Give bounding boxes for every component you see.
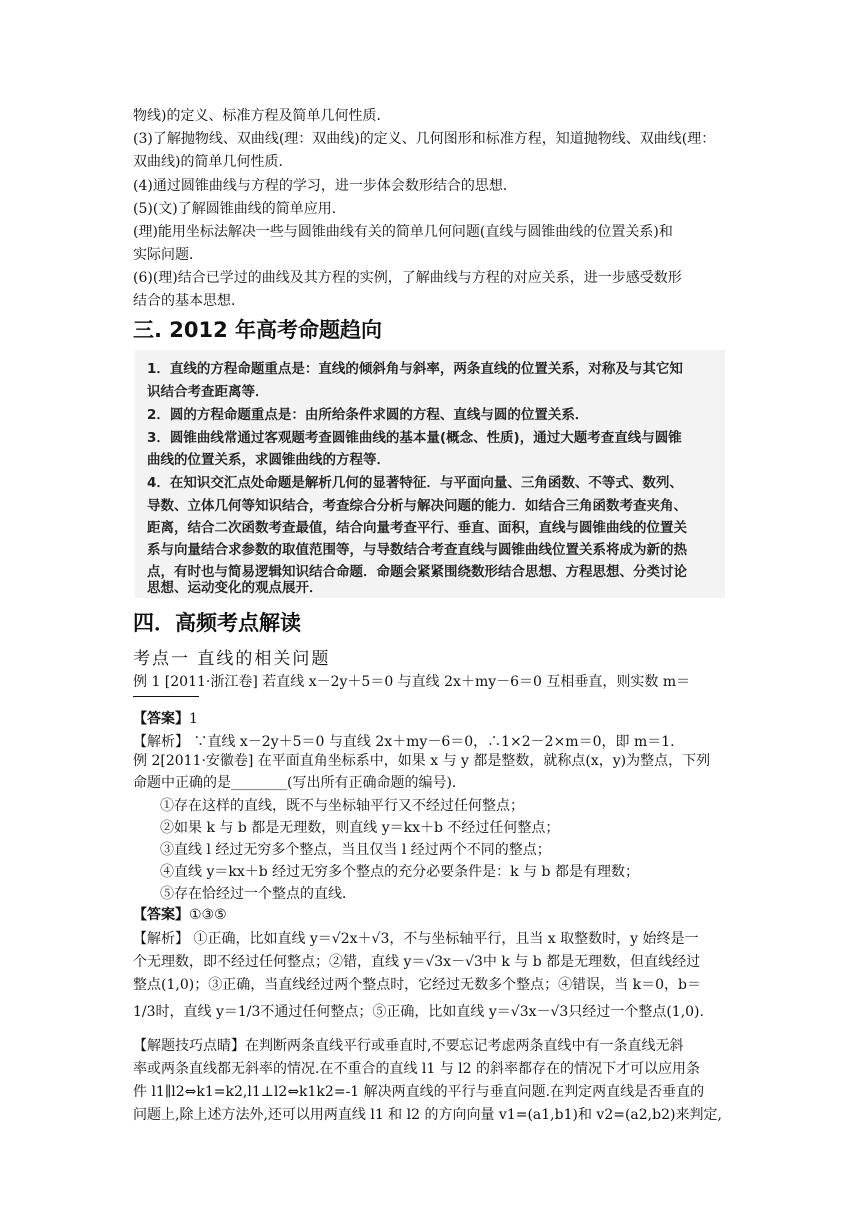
trend-line: 距离，结合二次函数考查最值，结合向量考查平行、垂直、面积，直线与圆锥曲线的位置关 [147,520,687,536]
trend-line: 曲线的位置关系，求圆锥曲线的方程等． [147,452,390,468]
trend-line: 3．圆锥曲线常通过客观题考查圆锥曲线的基本量(概念、性质)，通过大题考查直线与圆锥 [147,430,682,446]
trend-line: 1．直线的方程命题重点是：直线的倾斜角与斜率，两条直线的位置关系，对称及与其它知 [147,361,683,377]
option-item: ③直线 l 经过无穷多个整点，当且仅当 l 经过两个不同的整点； [160,842,551,858]
text-line: (5)(文)了解圆锥曲线的简单应用． [133,201,346,217]
option-item: ②如果 k 与 b 都是无理数，则直线 y＝kx＋b 不经过任何整点； [160,820,560,836]
trends-box [135,350,725,598]
analysis-2-line: 【解析】 ①正确，比如直线 y＝√2x＋√3，不与坐标轴平行，且当 x 取整数时，y 始终是一 [133,931,699,947]
answer-1 [133,710,733,728]
trend-line: 4．在知识交汇点处命题是解析几何的显著特征．与平面向量、三角函数、不等式、数列、 [147,475,683,491]
answer-value: ①③⑤ [189,907,227,923]
text-line: (3)了解抛物线、双曲线(理：双曲线)的定义、几何图形和标准方程，知道抛物线、双曲线(理： [133,131,716,147]
trend-line: 系与向量结合求参数的取值范围等，与导数结合考查直线与圆锥曲线位置关系将成为新的热 [147,542,687,558]
trend-line: 点，有时也与简易逻辑知识结合命题．命题会紧紧围绕数形结合思想、方程思想、分类讨论 [147,564,687,580]
tips-line: 问题上,除上述方法外,还可以用两直线 l1 和 l2 的方向向量 v1=(a1,b1)和 v2=(a2,b2)来判定, [133,1107,722,1123]
text-line: (4)通过圆锥曲线与方程的学习，进一步体会数形结合的思想． [133,178,517,194]
tips-line: 率或两条直线都无斜率的情况.在不重合的直线 l1 与 l2 的斜率都存在的情况下才可以应用条 [133,1061,701,1077]
trend-line: 思想、运动变化的观点展开． [147,580,323,596]
analysis-1: 【解析】 ∵直线 x－2y＋5＝0 与直线 2x＋my－6＝0，∴1×2－2×m＝0，即 m＝1. [133,734,675,750]
analysis-2-line: 1/3时，直线 y＝1/3不通过任何整点；⑤正确，比如直线 y＝√3x－√3只经过一个整点(1,0). [133,1004,704,1020]
answer-label: 【答案】 [133,711,189,727]
tips-line: 【解题技巧点睛】在判断两条直线平行或垂直时,不要忘记考虑两条直线中有一条直线无斜 [133,1038,684,1054]
answer-value: 1 [189,711,198,727]
text-line: (理)能用坐标法解决一些与圆锥曲线有关的简单几何问题(直线与圆锥曲线的位置关系)和 [133,224,673,240]
text-line: 物线)的定义、标准方程及简单几何性质． [133,108,391,124]
option-item: ⑤存在恰经过一个整点的直线． [160,886,356,902]
trend-line: 导数、立体几何等知识结合，考查综合分析与解决问题的能力．如结合三角函数考查夹角、 [147,498,687,514]
section-heading: 四．高频考点解读 [133,611,301,635]
trend-line: 识结合考查距离等． [147,384,269,400]
text-line: (6)(理)结合已学过的曲线及其方程的实例，了解曲线与方程的对应关系，进一步感受数形 [133,270,682,286]
text-line: 实际问题． [133,247,203,263]
analysis-2-line: 个无理数，即不经过任何整点；②错，直线 y＝√3x－√3中 k 与 b 都是无理数，但直线经过 [133,954,701,970]
text-line: 双曲线)的简单几何性质． [133,154,293,170]
text-line: 结合的基本思想． [133,293,245,309]
tips-line: 件 l1∥l2⇔k1=k2,l1⊥l2⇔k1k2=-1 解决两直线的平行与垂直问题.在判定两直线是否垂直的 [133,1084,705,1100]
option-item: ④直线 y＝kx＋b 经过无穷多个整点的充分必要条件是：k 与 b 都是有理数； [160,864,639,880]
analysis-2-line: 整点(1,0)；③正确，当直线经过两个整点时，它经过无数多个整点；④错误，当 k＝0，b＝ [133,977,701,993]
example-2-line: 例 2[2011·安徽卷] 在平面直角坐标系中，如果 x 与 y 都是整数，就称点(x，y)为整点，下列 [133,753,711,769]
example-2-line: 命题中正确的是________(写出所有正确命题的编号)． [133,775,466,791]
example-1: 例 1 [2011·浙江卷] 若直线 x－2y＋5＝0 与直线 2x＋my－6＝0 互相垂直，则实数 m＝ [133,674,691,690]
answer-2 [133,906,733,924]
option-item: ①存在这样的直线，既不与坐标轴平行又不经过任何整点； [160,798,524,814]
answer-blank [133,696,199,698]
answer-label: 【答案】 [133,907,189,923]
trend-line: 2．圆的方程命题重点是：由所给条件求圆的方程、直线与圆的位置关系． [147,407,589,423]
subsection-heading: 考点一 直线的相关问题 [133,649,331,669]
section-heading: 三. 2012 年高考命题趋向 [133,318,383,342]
